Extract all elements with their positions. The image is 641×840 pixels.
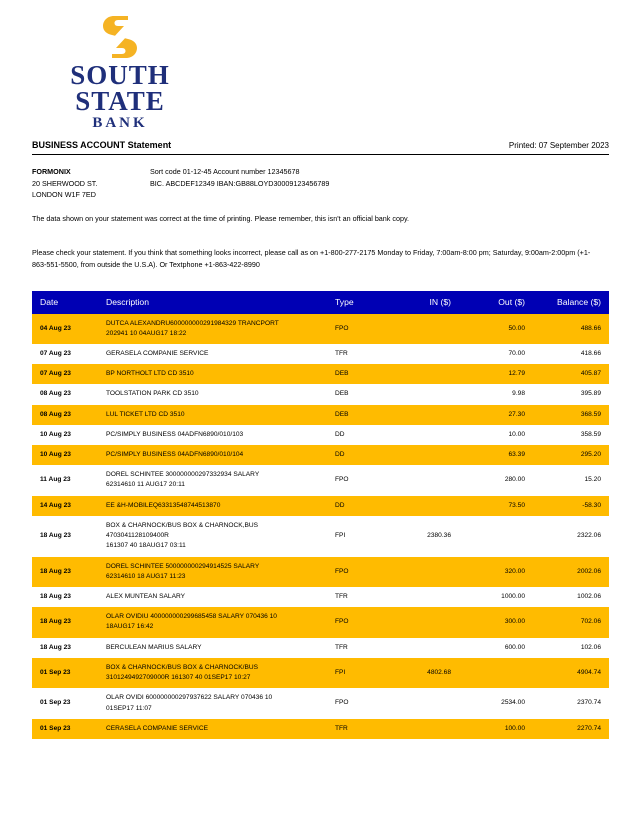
customer-name: FORMONIX bbox=[32, 167, 71, 176]
cell-description bbox=[98, 344, 327, 364]
cell-in bbox=[385, 557, 459, 587]
cell-in bbox=[385, 425, 459, 445]
cell-description bbox=[98, 516, 327, 557]
cell-balance: 102.06 bbox=[533, 638, 609, 658]
cell-balance: 15.20 bbox=[533, 465, 609, 495]
cell-type: FPO bbox=[327, 314, 385, 344]
cell-type: TFR bbox=[327, 344, 385, 364]
cell-in bbox=[385, 607, 459, 637]
cell-balance: 2002.06 bbox=[533, 557, 609, 587]
cell-date: 10 Aug 23 bbox=[32, 425, 98, 445]
cell-out: 100.00 bbox=[459, 719, 533, 739]
description-line-1: OLAR OVIDIU 400000000299685458 SALARY 070436 10 bbox=[106, 613, 277, 621]
column-header-in: IN ($) bbox=[385, 291, 459, 314]
description-line-1: GERASELA COMPANIE SERVICE bbox=[106, 349, 209, 357]
table-header-row bbox=[32, 291, 609, 314]
cell-in: 2380.36 bbox=[385, 516, 459, 557]
description-line-1: TOOLSTATION PARK CD 3510 bbox=[106, 390, 199, 398]
cell-date: 18 Aug 23 bbox=[32, 607, 98, 637]
cell-type: DD bbox=[327, 445, 385, 465]
description-line-2: 62314610 18 AUG17 11:23 bbox=[106, 572, 186, 580]
cell-out: 9.98 bbox=[459, 384, 533, 404]
cell-out: 1000.00 bbox=[459, 587, 533, 607]
table-row bbox=[32, 607, 609, 637]
cell-date: 01 Sep 23 bbox=[32, 719, 98, 739]
column-header-type: Type bbox=[327, 291, 385, 314]
customer-address bbox=[32, 166, 150, 201]
cell-description bbox=[98, 465, 327, 495]
account-identifiers bbox=[150, 166, 609, 201]
cell-description bbox=[98, 719, 327, 739]
description-line-2: 62314610 11 AUG17 20:11 bbox=[106, 481, 185, 489]
column-header-out: Out ($) bbox=[459, 291, 533, 314]
cell-description bbox=[98, 384, 327, 404]
cell-balance: -58.30 bbox=[533, 496, 609, 516]
cell-balance: 405.87 bbox=[533, 364, 609, 384]
column-header-date: Date bbox=[32, 291, 98, 314]
table-row bbox=[32, 364, 609, 384]
description-line-1: BOX & CHARNOCK/BUS BOX & CHARNOCK/BUS bbox=[106, 663, 259, 671]
printing-notice: The data shown on your statement was correct at the time of printing. Please remember, this isn't an official bank copy. bbox=[32, 213, 410, 223]
table-row bbox=[32, 496, 609, 516]
logo-line-state: STATE bbox=[75, 86, 165, 117]
cell-description bbox=[98, 314, 327, 344]
cell-type: DEB bbox=[327, 364, 385, 384]
cell-date: 08 Aug 23 bbox=[32, 384, 98, 404]
cell-description bbox=[98, 638, 327, 658]
title-divider bbox=[32, 154, 609, 155]
table-row bbox=[32, 688, 609, 718]
cell-out: 12.79 bbox=[459, 364, 533, 384]
cell-type: FPI bbox=[327, 658, 385, 688]
description-line-1: ALEX MUNTEAN SALARY bbox=[106, 593, 186, 601]
description-line-1: LUL TICKET LTD CD 3510 bbox=[106, 410, 185, 418]
cell-balance: 2322.06 bbox=[533, 516, 609, 557]
customer-address-line1: 20 SHERWOOD ST. bbox=[32, 178, 98, 188]
description-line-2: 3101249492709000R 161307 40 01SEP17 10:27 bbox=[106, 674, 251, 682]
cell-in bbox=[385, 719, 459, 739]
cell-balance: 368.59 bbox=[533, 405, 609, 425]
table-row bbox=[32, 445, 609, 465]
cell-out: 70.00 bbox=[459, 344, 533, 364]
cell-out bbox=[459, 516, 533, 557]
bic-iban: BIC. ABCDEF12349 IBAN:GB88LOYD30009123456789 bbox=[150, 178, 330, 188]
cell-type: DEB bbox=[327, 405, 385, 425]
cell-description bbox=[98, 658, 327, 688]
cell-in bbox=[385, 587, 459, 607]
description-line-1: PC/SIMPLY BUSINESS 04ADFN6890/010/103 bbox=[106, 430, 244, 438]
description-line-1: OLAR OVIDI 600000000297937622 SALARY 070436 10 bbox=[106, 694, 273, 702]
table-row bbox=[32, 405, 609, 425]
south-state-s-mark-icon bbox=[40, 14, 200, 60]
cell-in bbox=[385, 405, 459, 425]
cell-date: 18 Aug 23 bbox=[32, 516, 98, 557]
table-row bbox=[32, 587, 609, 607]
cell-type: TFR bbox=[327, 719, 385, 739]
cell-out: 27.30 bbox=[459, 405, 533, 425]
cell-in bbox=[385, 344, 459, 364]
logo-line-south: SOUTH bbox=[70, 60, 170, 90]
cell-type: TFR bbox=[327, 638, 385, 658]
transactions-table bbox=[32, 291, 609, 739]
table-row bbox=[32, 344, 609, 364]
cell-out: 10.00 bbox=[459, 425, 533, 445]
table-row bbox=[32, 719, 609, 739]
table-row bbox=[32, 516, 609, 557]
table-body bbox=[32, 314, 609, 739]
cell-date: 07 Aug 23 bbox=[32, 344, 98, 364]
cell-type: DD bbox=[327, 496, 385, 516]
table-row bbox=[32, 314, 609, 344]
cell-date: 04 Aug 23 bbox=[32, 314, 98, 344]
cell-description bbox=[98, 445, 327, 465]
account-info-block bbox=[32, 166, 609, 201]
cell-date: 01 Sep 23 bbox=[32, 688, 98, 718]
cell-balance: 4904.74 bbox=[533, 658, 609, 688]
cell-date: 01 Sep 23 bbox=[32, 658, 98, 688]
cell-description bbox=[98, 364, 327, 384]
cell-type: FPO bbox=[327, 688, 385, 718]
cell-in bbox=[385, 465, 459, 495]
cell-balance: 358.59 bbox=[533, 425, 609, 445]
sort-code-account-number: Sort code 01-12-45 Account number 12345678 bbox=[150, 167, 300, 176]
description-line-2: 01SEP17 11:07 bbox=[106, 704, 152, 712]
cell-in bbox=[385, 638, 459, 658]
cell-out: 73.50 bbox=[459, 496, 533, 516]
logo-wordmark bbox=[40, 62, 200, 131]
cell-balance: 418.66 bbox=[533, 344, 609, 364]
description-line-1: BOX & CHARNOCK/BUS BOX & CHARNOCK,BUS 4703041128109400R bbox=[106, 521, 259, 540]
cell-in bbox=[385, 384, 459, 404]
cell-date: 07 Aug 23 bbox=[32, 364, 98, 384]
cell-out: 320.00 bbox=[459, 557, 533, 587]
cell-date: 18 Aug 23 bbox=[32, 587, 98, 607]
contact-notice: Please check your statement. If you think that something looks incorrect, please call as on +1-800-277-2175 Monday to Friday, 7:00am-8:00 pm; Saturday, 9:00am-2:00pm (+1-863-551-5500, from outside the U.S.A). Or Textphone +1-863-422-8990 bbox=[32, 247, 591, 270]
cell-balance: 395.89 bbox=[533, 384, 609, 404]
cell-in bbox=[385, 314, 459, 344]
table-row bbox=[32, 384, 609, 404]
cell-description bbox=[98, 557, 327, 587]
description-line-1: BERCULEAN MARIUS SALARY bbox=[106, 643, 202, 651]
cell-type: FPO bbox=[327, 607, 385, 637]
column-header-balance: Balance ($) bbox=[533, 291, 609, 314]
cell-type: DEB bbox=[327, 384, 385, 404]
cell-out bbox=[459, 658, 533, 688]
cell-description bbox=[98, 688, 327, 718]
cell-type: FPI bbox=[327, 516, 385, 557]
cell-out: 280.00 bbox=[459, 465, 533, 495]
cell-type: TFR bbox=[327, 587, 385, 607]
logo-line-bank: BANK bbox=[92, 114, 148, 131]
cell-balance: 295.20 bbox=[533, 445, 609, 465]
cell-in: 4802.68 bbox=[385, 658, 459, 688]
description-line-1: DOREL SCHINTEE 300000000297332934 SALARY bbox=[106, 471, 260, 479]
cell-out: 50.00 bbox=[459, 314, 533, 344]
cell-type: DD bbox=[327, 425, 385, 445]
cell-date: 18 Aug 23 bbox=[32, 557, 98, 587]
printed-date: Printed: 07 September 2023 bbox=[508, 141, 609, 150]
cell-date: 11 Aug 23 bbox=[32, 465, 98, 495]
cell-in bbox=[385, 364, 459, 384]
cell-in bbox=[385, 688, 459, 718]
cell-date: 08 Aug 23 bbox=[32, 405, 98, 425]
cell-out: 300.00 bbox=[459, 607, 533, 637]
cell-balance: 1002.06 bbox=[533, 587, 609, 607]
cell-type: FPO bbox=[327, 465, 385, 495]
cell-description bbox=[98, 405, 327, 425]
cell-in bbox=[385, 496, 459, 516]
description-line-1: EE &H-MOBILEQ63313548744513870 bbox=[106, 501, 221, 509]
description-line-2: 202941 10 04AUG17 18:22 bbox=[106, 329, 187, 337]
cell-date: 14 Aug 23 bbox=[32, 496, 98, 516]
table-row bbox=[32, 425, 609, 445]
table-header bbox=[32, 291, 609, 314]
cell-balance: 488.66 bbox=[533, 314, 609, 344]
table-row bbox=[32, 465, 609, 495]
description-line-2: 18AUG17 16:42 bbox=[106, 623, 154, 631]
cell-description bbox=[98, 496, 327, 516]
table-row bbox=[32, 658, 609, 688]
cell-balance: 2270.74 bbox=[533, 719, 609, 739]
cell-balance: 2370.74 bbox=[533, 688, 609, 718]
column-header-description: Description bbox=[98, 291, 327, 314]
cell-description bbox=[98, 425, 327, 445]
customer-address-line2: LONDON W1F 7ED bbox=[32, 190, 96, 200]
description-line-1: CERASELA COMPANIE SERVICE bbox=[106, 724, 208, 732]
cell-date: 18 Aug 23 bbox=[32, 638, 98, 658]
cell-description bbox=[98, 587, 327, 607]
cell-description bbox=[98, 607, 327, 637]
description-line-1: DOREL SCHINTEE 500000000294914525 SALARY bbox=[106, 562, 260, 570]
cell-date: 10 Aug 23 bbox=[32, 445, 98, 465]
table-row bbox=[32, 557, 609, 587]
bank-logo bbox=[40, 0, 200, 131]
description-line-1: BP NORTHOLT LTD CD 3510 bbox=[106, 370, 194, 378]
description-line-1: PC/SIMPLY BUSINESS 04ADFN6890/010/104 bbox=[106, 451, 244, 459]
table-row bbox=[32, 638, 609, 658]
description-line-1: DUTCA ALEXANDRU600000000291984329 TRANCPORT bbox=[106, 319, 279, 327]
description-line-2: 161307 40 18AUG17 03:11 bbox=[106, 542, 186, 550]
cell-out: 600.00 bbox=[459, 638, 533, 658]
cell-out: 2534.00 bbox=[459, 688, 533, 718]
page-title: BUSINESS ACCOUNT Statement bbox=[32, 140, 172, 150]
cell-balance: 702.06 bbox=[533, 607, 609, 637]
cell-out: 63.39 bbox=[459, 445, 533, 465]
cell-type: FPO bbox=[327, 557, 385, 587]
cell-in bbox=[385, 445, 459, 465]
